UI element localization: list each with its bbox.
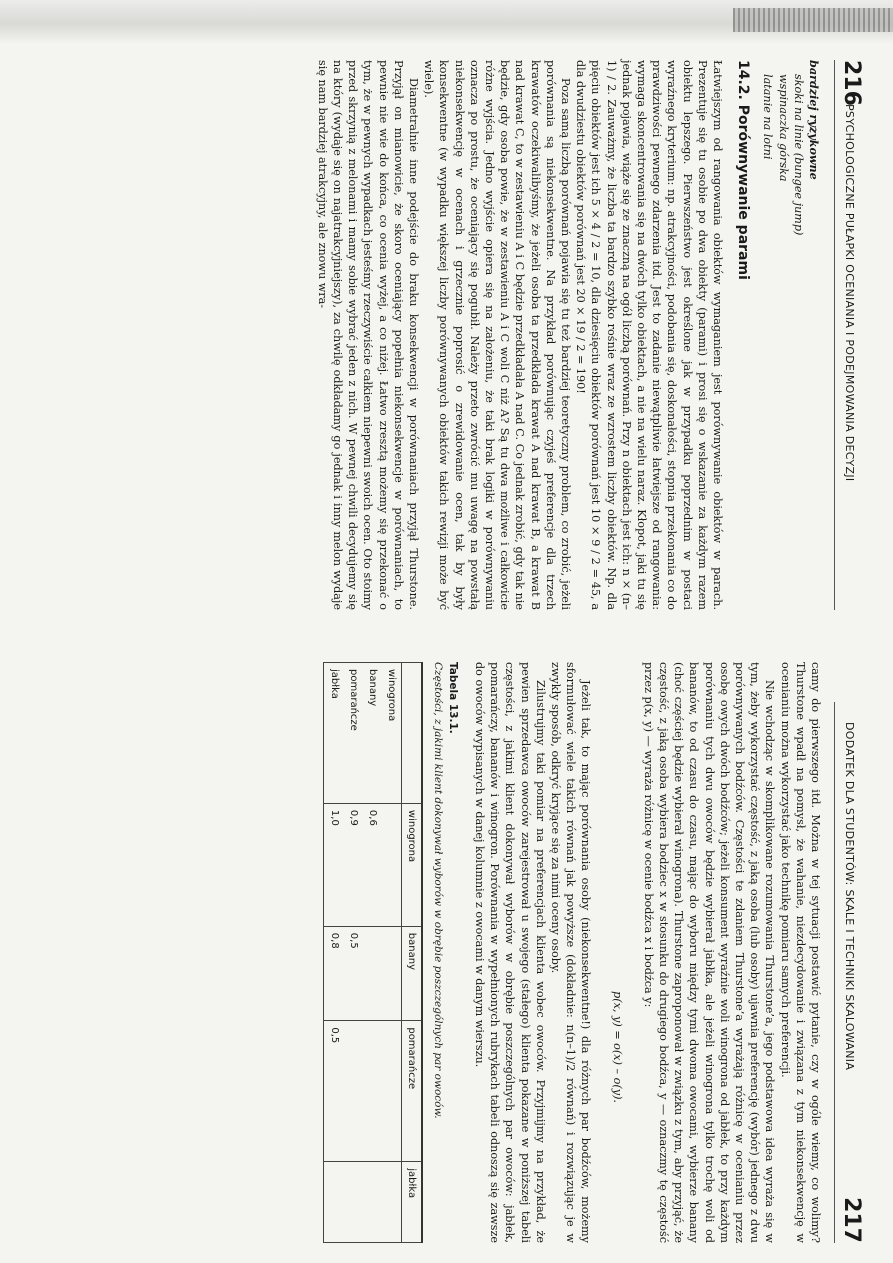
table-row [344,663,363,1243]
paragraph: Jeżeli tak, to mając porównania osoby (niekonsekwentne!) dla różnych par bodźców, możemy sformułować wiele takich równań jak powyższe (dokładnie: n(n–1)/2 równań) i rozwiązując je w zwykły sposób, odkryć kryjące się za nimi oceny osoby. [548,662,593,1243]
table-cell [382,803,402,926]
table-header-row [402,663,423,1243]
table-cell: banany [363,663,382,804]
table-cell [382,1021,402,1162]
table-cell: 0,8 [324,926,344,1021]
frequency-table [323,662,423,1243]
section-title: 14.2. Porównywanie parami [735,60,752,280]
table-header-cell: winogrona [402,803,423,926]
table-cell [363,926,382,1021]
table-header-cell: jabłka [402,1162,423,1243]
page-number: 216 [839,60,864,106]
left-page [0,0,893,630]
table-cell [344,1021,363,1162]
risk-list-heading: bardziej ryzykowne [807,60,821,180]
table-cell [363,1021,382,1162]
formula: p(x, y) = o(x) – o(y). [610,991,624,1103]
list-item: latanie na lotni [761,74,775,160]
table-row [363,663,382,1243]
list-item: wspinaczka górska [776,74,790,182]
page-number: 217 [839,1197,864,1243]
table-cell [344,1162,363,1243]
table-cell [363,1162,382,1243]
table-cell: winogrona [382,663,402,804]
table-cell [324,1162,344,1243]
table-header-cell [402,663,423,804]
table-cell [382,1162,402,1243]
table-row [382,663,402,1243]
paragraph: Poza samą liczbą porównań pojawia się tu też bardziej teoretyczny problem, co zrobić, jeżeli porównania są niekonsekwentne. Na przykład porównując czyjeś preferencje dla trzech krawatów oczekiwalibyśmy, że jeżeli osoba ta przedkłada krawat A nad krawat B, a krawat B nad krawat C, to w zestawieniu A i C będzie przedkładała A nad C. Co jednak zrobić, gdy tak nie będzie, gdy osoba powie, że w zestawieniu A i C woli C niż A? Są tu dwa możliwe i całkowicie różne wyjścia. Jedno wyjście opiera się na założeniu, że taki brak logiki w porównywaniu oznacza po prostu, że oceniający się pogubił. Należy przeto zwrócić mu uwagę na powstałą niekonsekwencję w ocenach i grzecznie poprosić o zrewidowanie ocen, tak by były konsekwentne (w wypadku większej liczby porównywanych obiektów takich rewizji może być wiele). [422,60,572,610]
right-page [0,642,893,1263]
left-page-body [315,60,824,610]
table-cell: 1,0 [324,803,344,926]
running-header: PSYCHOLOGICZNE PUŁAPKI OCENIANIA I PODEJMOWANIA DECYZJI [843,104,856,482]
running-header: DODATEK DLA STUDENTÓW: SKALE I TECHNIKI SKALOWANIA [843,722,856,1071]
right-page-header [834,702,885,1243]
list-item: skoki na linie (bungee jump) [791,74,805,236]
table-cell: 0,9 [344,803,363,926]
table-cell [382,926,402,1021]
paragraph: Diametralnie inne podejście do braku konsekwencji w porównaniach przyjął Thurstone. Przyjął on mianowicie, że skoro oceniający popełnia niekonsekwencje w porównaniach, to pewnie nie wie do końca, co ocenia wyżej, a co niżej. Łatwo zresztą możemy się przekonać o tym, że w pewnych wypadkach jesteśmy rzeczywiście całkiem niepewni swoich ocen. Oto stoimy przed skrzynią z melonami i mamy sobie wybrać jeden z nich. W pewnej chwili decydujemy się na który (wydaje się on najatrakcyjniejszy), za chwilę odkładamy go jednak i inny melon wydaje się nam bardziej atrakcyjny, ale znowu wra- [315,60,420,610]
table-caption: Tabela 13.1. [446,662,459,734]
table-cell: 0,6 [363,803,382,926]
paragraph: camy do pierwszego itd. Można w tej sytuacji postawić pytanie, czy w ogóle wiemy, co wolimy? Thurstone wpadł na pomysł, że wahanie, niezdecydowanie i związana z tym niekonsekwencję w ocenianiu można wykorzystać jako technikę pomiaru samych preferencji. [778,662,822,1243]
left-page-header [834,60,885,610]
risk-list [760,60,821,610]
table-cell: 0,5 [324,1021,344,1162]
table-subtitle: Częstości, z jakimi klient dokonywał wyborów w obrębie poszczególnych par owoców. [431,662,444,1119]
table-header-cell: banany [402,926,423,1021]
table-cell: 0,5 [344,926,363,1021]
paragraph: Nie wchodząc w skomplikowane rozumowania Thurstone’a, jego podstawowa idea wyraża się w tym, żeby wykorzystać częstość, z jaką osoba (lub osoby) ujawnia preferencję (wybór) jednego z dwu porównywanych bodźców. Częstości te zdaniem Thurstone’a wyrażają różnicę w ocenianiu przez osobę owych dwóch bodźców; jeżeli konsument wyraźnie woli winogrona od jabłek, to przy każdym porównaniu tych dwu owoców będzie wybierał jabłka, ale jeżeli winogrona tylko trochę woli od bananów, to od czasu do czasu, mając do wyboru między tymi dwoma owocami, wybierze banany (choć częściej będzie wybierał winogrona). Thurstone zaproponował w związku z tym, aby przyjąć, że częstość, z jaką osoba wybiera bodziec x w stosunku do drugiego bodźca, y — oznaczmy tę częstość przez p(x, y) — wyraża różnicę w ocenie bodźca x i bodźca y: [641,662,777,1243]
table-row [324,663,344,1243]
paragraph: Łatwiejszym od rangowania obiektów wymaganiem jest porównywanie obiektów w parach. Prezentuje się tu osobie po dwa obiekty (parami) i prosi się o wskazanie za każdym razem obiektu lepszego. Pierwszeństwo jest określone jak w przypadku poprzednim w postaci wyraźnego kryterium: np. atrakcyjności, podobania się, doskonałości, stopnia przekonania co do prawdziwości pewnego zdarzenia itd. Jest to zadanie niewątpliwie łatwiejsze od rangowania: wymaga skoncentrowania się na dwóch tylko obiektach, a nie na wielu naraz. Kłopot, jaki tu się jednak pojawia, wiąże się ze znaczną na ogół liczbą porównań. Przy n obiektach jest ich: n × (n–1) / 2. Zauważmy, że liczba ta bardzo szybko rośnie wraz ze wzrostem liczby obiektów. Np. dla pięciu obiektów jest ich 5 × 4 / 2 = 10, dla dziesięciu obiektów porównań jest 10 × 9 / 2 = 45, a dla dwudziestu obiektów porównań jest 20 × 19 / 2 = 190! [574,60,724,610]
table-header-cell: pomarańcze [402,1021,423,1162]
right-page-body [323,662,823,1243]
paragraph: Zilustrujmy taki pomiar na preferencjach klienta wobec owoców. Przyjmijmy na przykład, że pewien sprzedawca owoców zarejestrował u swojego (stałego) klienta pokazane w poniższej tabeli częstości, z jakimi klient dokonywał wyborów w obrębie poszczególnych par owoców: jabłek, pomarańczy, bananów i winogron. Porównania w wypełnionych rubrykach tabeli odnoszą się zawsze do owoców wypisanych w danej kolumnie z owocami w danym wierszu. [472,662,547,1243]
table-cell: jabłka [324,663,344,804]
table-cell: pomarańcze [344,663,363,804]
